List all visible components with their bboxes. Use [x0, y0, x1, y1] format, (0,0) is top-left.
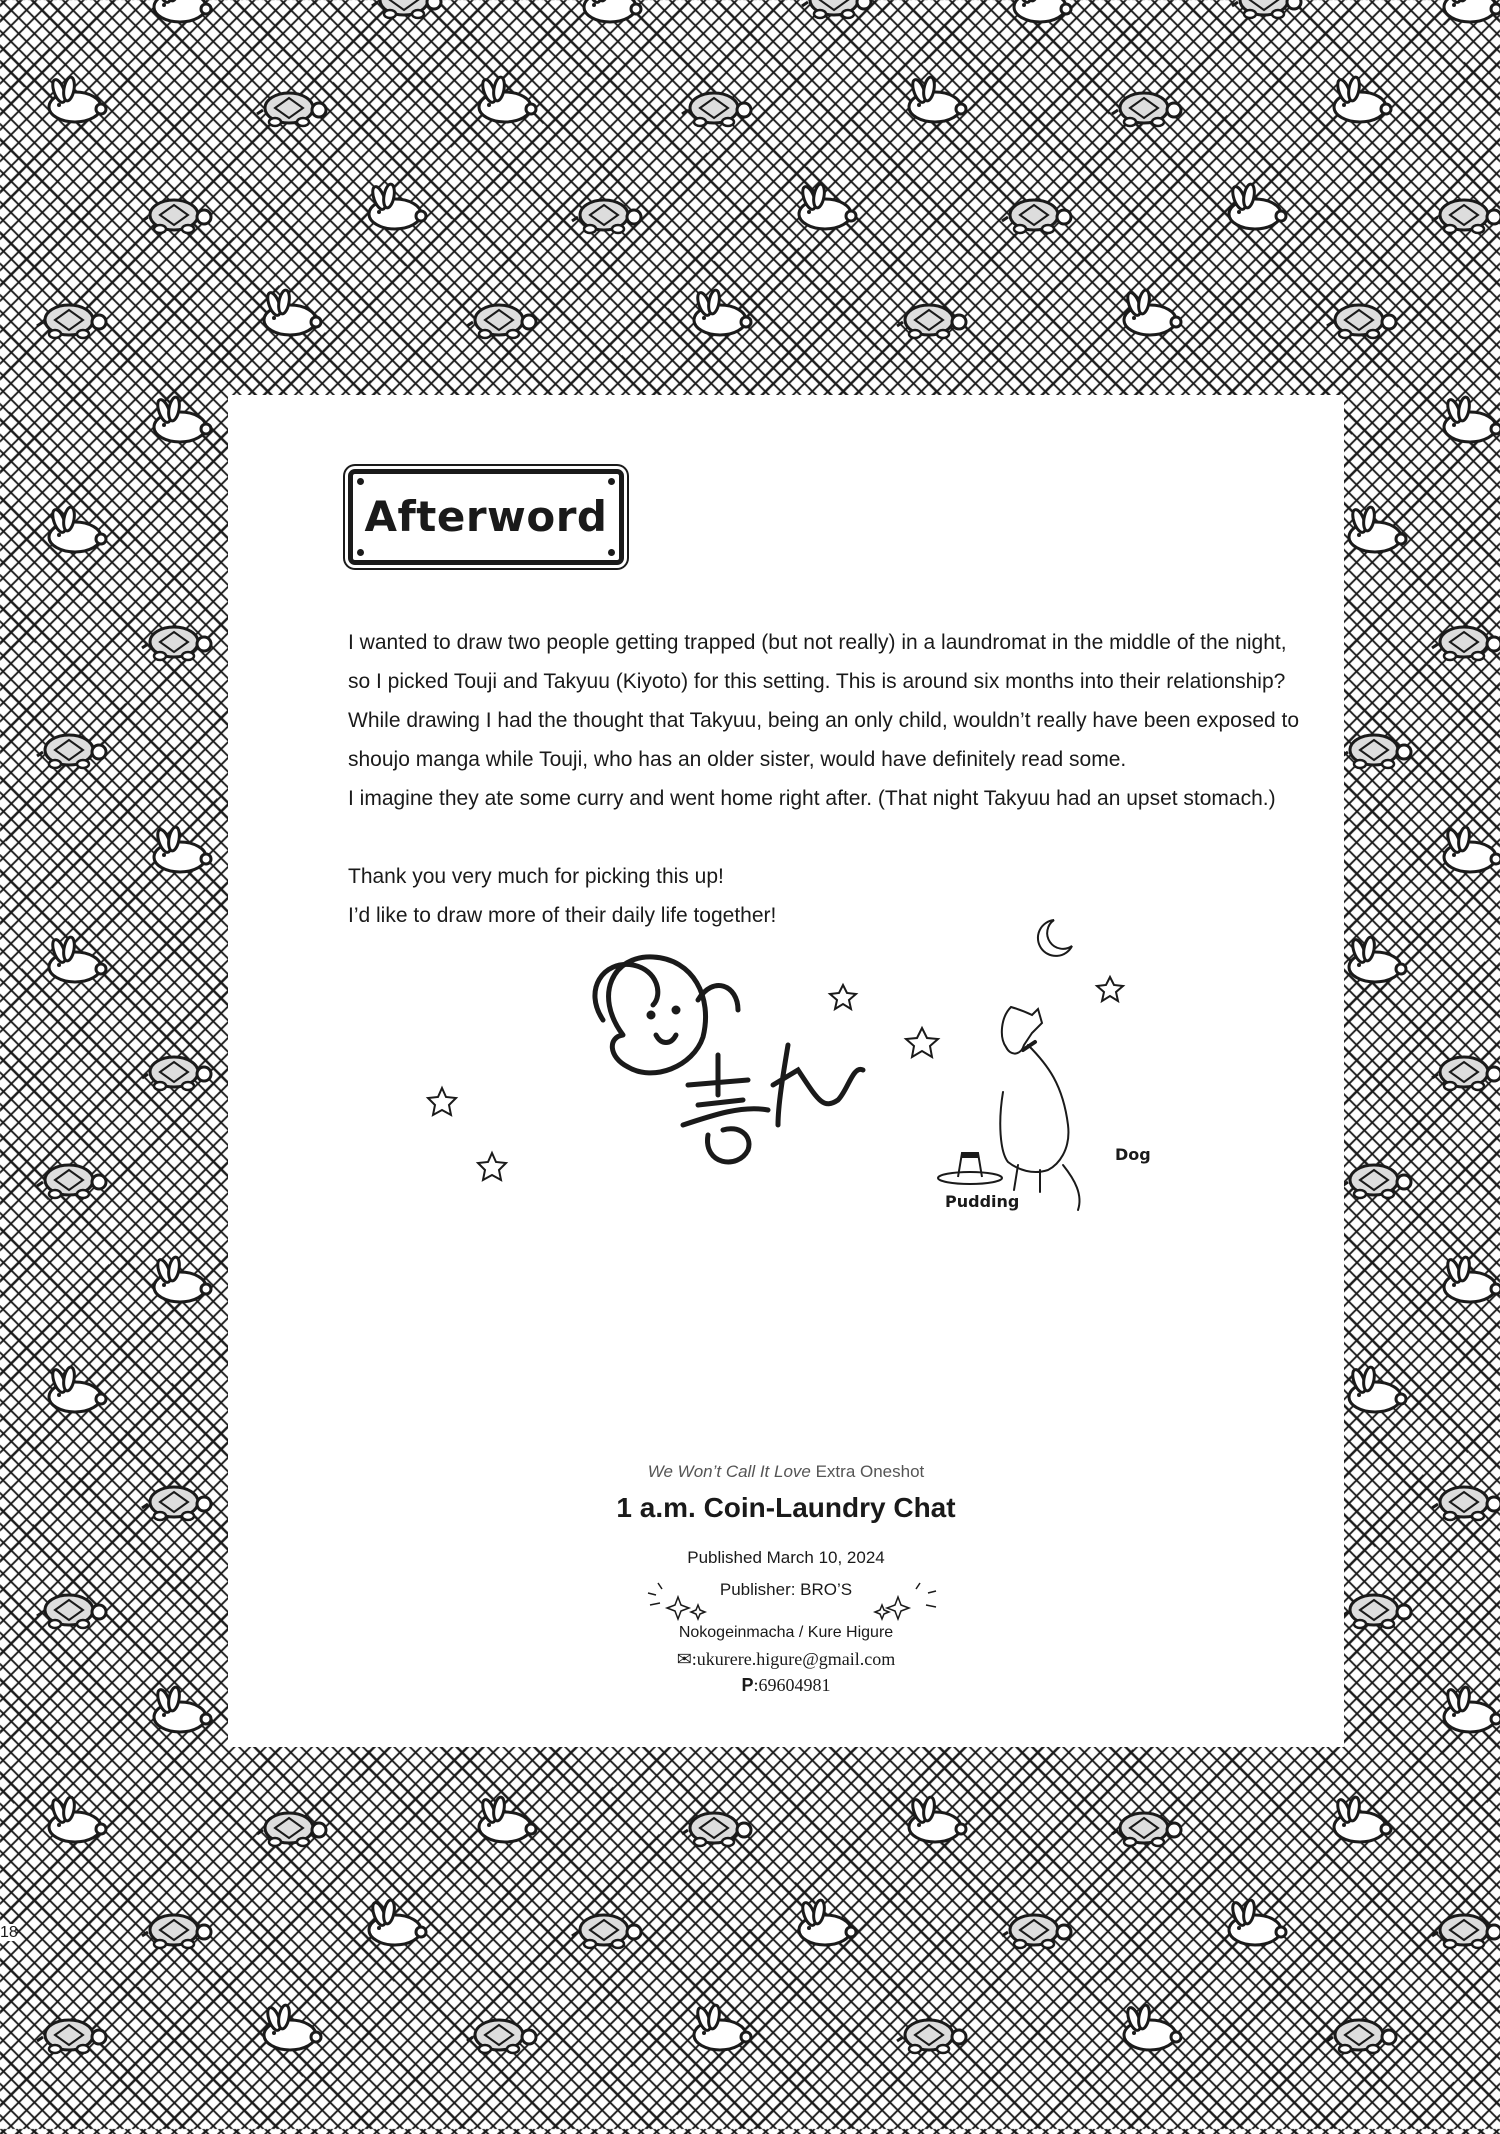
- sparkle-icon: [638, 1575, 718, 1625]
- moon-icon: [1038, 920, 1072, 956]
- mail-icon: ✉: [676, 1649, 692, 1669]
- dog-icon: [1000, 1007, 1079, 1210]
- body-line: While drawing I had the thought that Takyuu, being an only child, wouldn’t really have been exposed to: [348, 709, 1300, 732]
- email-address: :ukurere.higure@gmail.com: [691, 1649, 896, 1669]
- body-line: I’d like to draw more of their daily life together!: [348, 904, 777, 927]
- email-contact: [228, 1646, 1344, 1672]
- pudding-label: Pudding: [945, 1192, 1020, 1211]
- dog-label: Dog: [1115, 1145, 1151, 1164]
- colophon: [228, 1458, 1344, 1698]
- signature-drawing: [595, 957, 863, 1162]
- body-line: I imagine they ate some curry and went home right after. (That night Takyuu had an upset stomach.): [348, 787, 1276, 810]
- author-names: Nokogeinmacha / Kure Higure: [678, 1624, 894, 1641]
- body-line: I wanted to draw two people getting trapped (but not really) in a laundromat in the middle of the night,: [348, 631, 1287, 654]
- pixiv-id: :69604981: [753, 1675, 831, 1695]
- publisher: Publisher: BRO’S: [719, 1580, 853, 1599]
- body-line: so I picked Touji and Takyuu (Kiyoto) for this setting. This is around six months into their relationship?: [348, 670, 1286, 693]
- page-number: 18: [0, 1924, 18, 1941]
- star-icon: [428, 977, 1123, 1180]
- published-date: Published March 10, 2024: [687, 1548, 885, 1567]
- series-title: We Won’t Call It Love: [647, 1462, 811, 1481]
- body-line: Thank you very much for picking this up!: [348, 865, 724, 888]
- series-line: [228, 1458, 1344, 1486]
- afterword-title: Afterword: [364, 492, 608, 541]
- body-line: shoujo manga while Touji, who has an older sister, would have definitely read some.: [348, 748, 1127, 771]
- book-title: 1 a.m. Coin-Laundry Chat: [616, 1492, 956, 1523]
- pudding-icon: [938, 1153, 1002, 1184]
- series-suffix: Extra Oneshot: [810, 1462, 925, 1481]
- pixiv-contact: [228, 1672, 1344, 1698]
- sparkle-icon: [868, 1575, 948, 1625]
- pixiv-icon: P: [741, 1675, 754, 1695]
- doodle-illustration: [228, 395, 1344, 1455]
- afterword-panel: [228, 395, 1344, 1747]
